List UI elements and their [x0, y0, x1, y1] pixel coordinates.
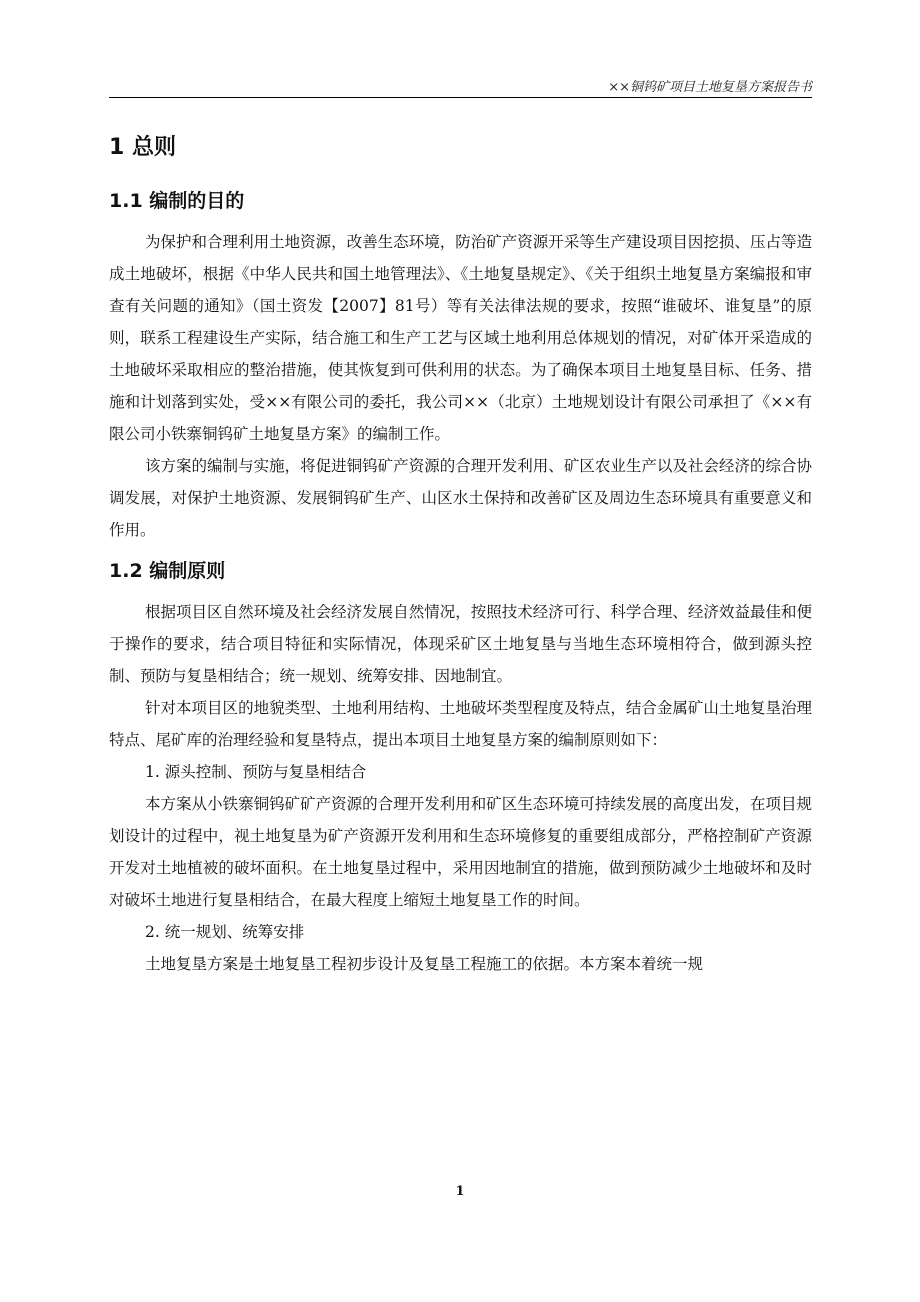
running-header: ××铜钨矿项目土地复垦方案报告书: [608, 80, 812, 95]
header-divider: [109, 97, 812, 98]
section-title-principles: 1.2 编制原则: [109, 560, 226, 582]
paragraph: 该方案的编制与实施，将促进铜钨矿产资源的合理开发利用、矿区农业生产以及社会经济的综合协调发展，对保护土地资源、发展铜钨矿生产、山区水土保持和改善矿区及周边生态环境具有重要意义和作用。: [109, 457, 812, 539]
chapter-title: 1 总则: [109, 135, 176, 160]
list-item-heading: 2. 统一规划、统筹安排: [145, 923, 305, 941]
paragraph: 为保护和合理利用土地资源，改善生态环境，防治矿产资源开采等生产建设项目因挖损、压占等造成土地破坏，根据《中华人民共和国土地管理法》、《土地复垦规定》、《关于组织土地复垦方案编报和审查有关问题的通知》（国土资发【2007】81号）等有关法律法规的要求，按照“谁破坏、谁复垦”的原则，联系工程建设生产实际，结合施工和生产工艺与区域土地利用总体规划的情况，对矿体开采造成的土地破坏采取相应的整治措施，使其恢复到可供利用的状态。为了确保本项目土地复垦目标、任务、措施和计划落到实处，受××有限公司的委托，我公司××（北京）土地规划设计有限公司承担了《××有限公司小铁寨铜钨矿土地复垦方案》的编制工作。: [109, 233, 812, 443]
paragraph: 土地复垦方案是土地复垦工程初步设计及复垦工程施工的依据。本方案本着统一规: [145, 955, 704, 973]
list-item-heading: 1. 源头控制、预防与复垦相结合: [145, 763, 367, 781]
page-number: 1: [455, 1184, 465, 1199]
paragraph: 针对本项目区的地貌类型、土地利用结构、土地破坏类型程度及特点，结合金属矿山土地复垦治理特点、尾矿库的治理经验和复垦特点，提出本项目土地复垦方案的编制原则如下：: [109, 699, 812, 749]
page-body: [109, 128, 812, 980]
paragraph: 本方案从小铁寨铜钨矿矿产资源的合理开发利用和矿区生态环境可持续发展的高度出发，在项目规划设计的过程中，视土地复垦为矿产资源开发利用和生态环境修复的重要组成部分，严格控制矿产资源开发对土地植被的破坏面积。在土地复垦过程中，采用因地制宜的措施，做到预防减少土地破坏和及时对破坏土地进行复垦相结合，在最大程度上缩短土地复垦工作的时间。: [109, 795, 812, 909]
section-title-purpose: 1.1 编制的目的: [109, 190, 245, 212]
paragraph: 根据项目区自然环境及社会经济发展自然情况，按照技术经济可行、科学合理、经济效益最佳和便于操作的要求，结合项目特征和实际情况，体现采矿区土地复垦与当地生态环境相符合，做到源头控制、预防与复垦相结合；统一规划、统筹安排、因地制宜。: [109, 603, 812, 685]
